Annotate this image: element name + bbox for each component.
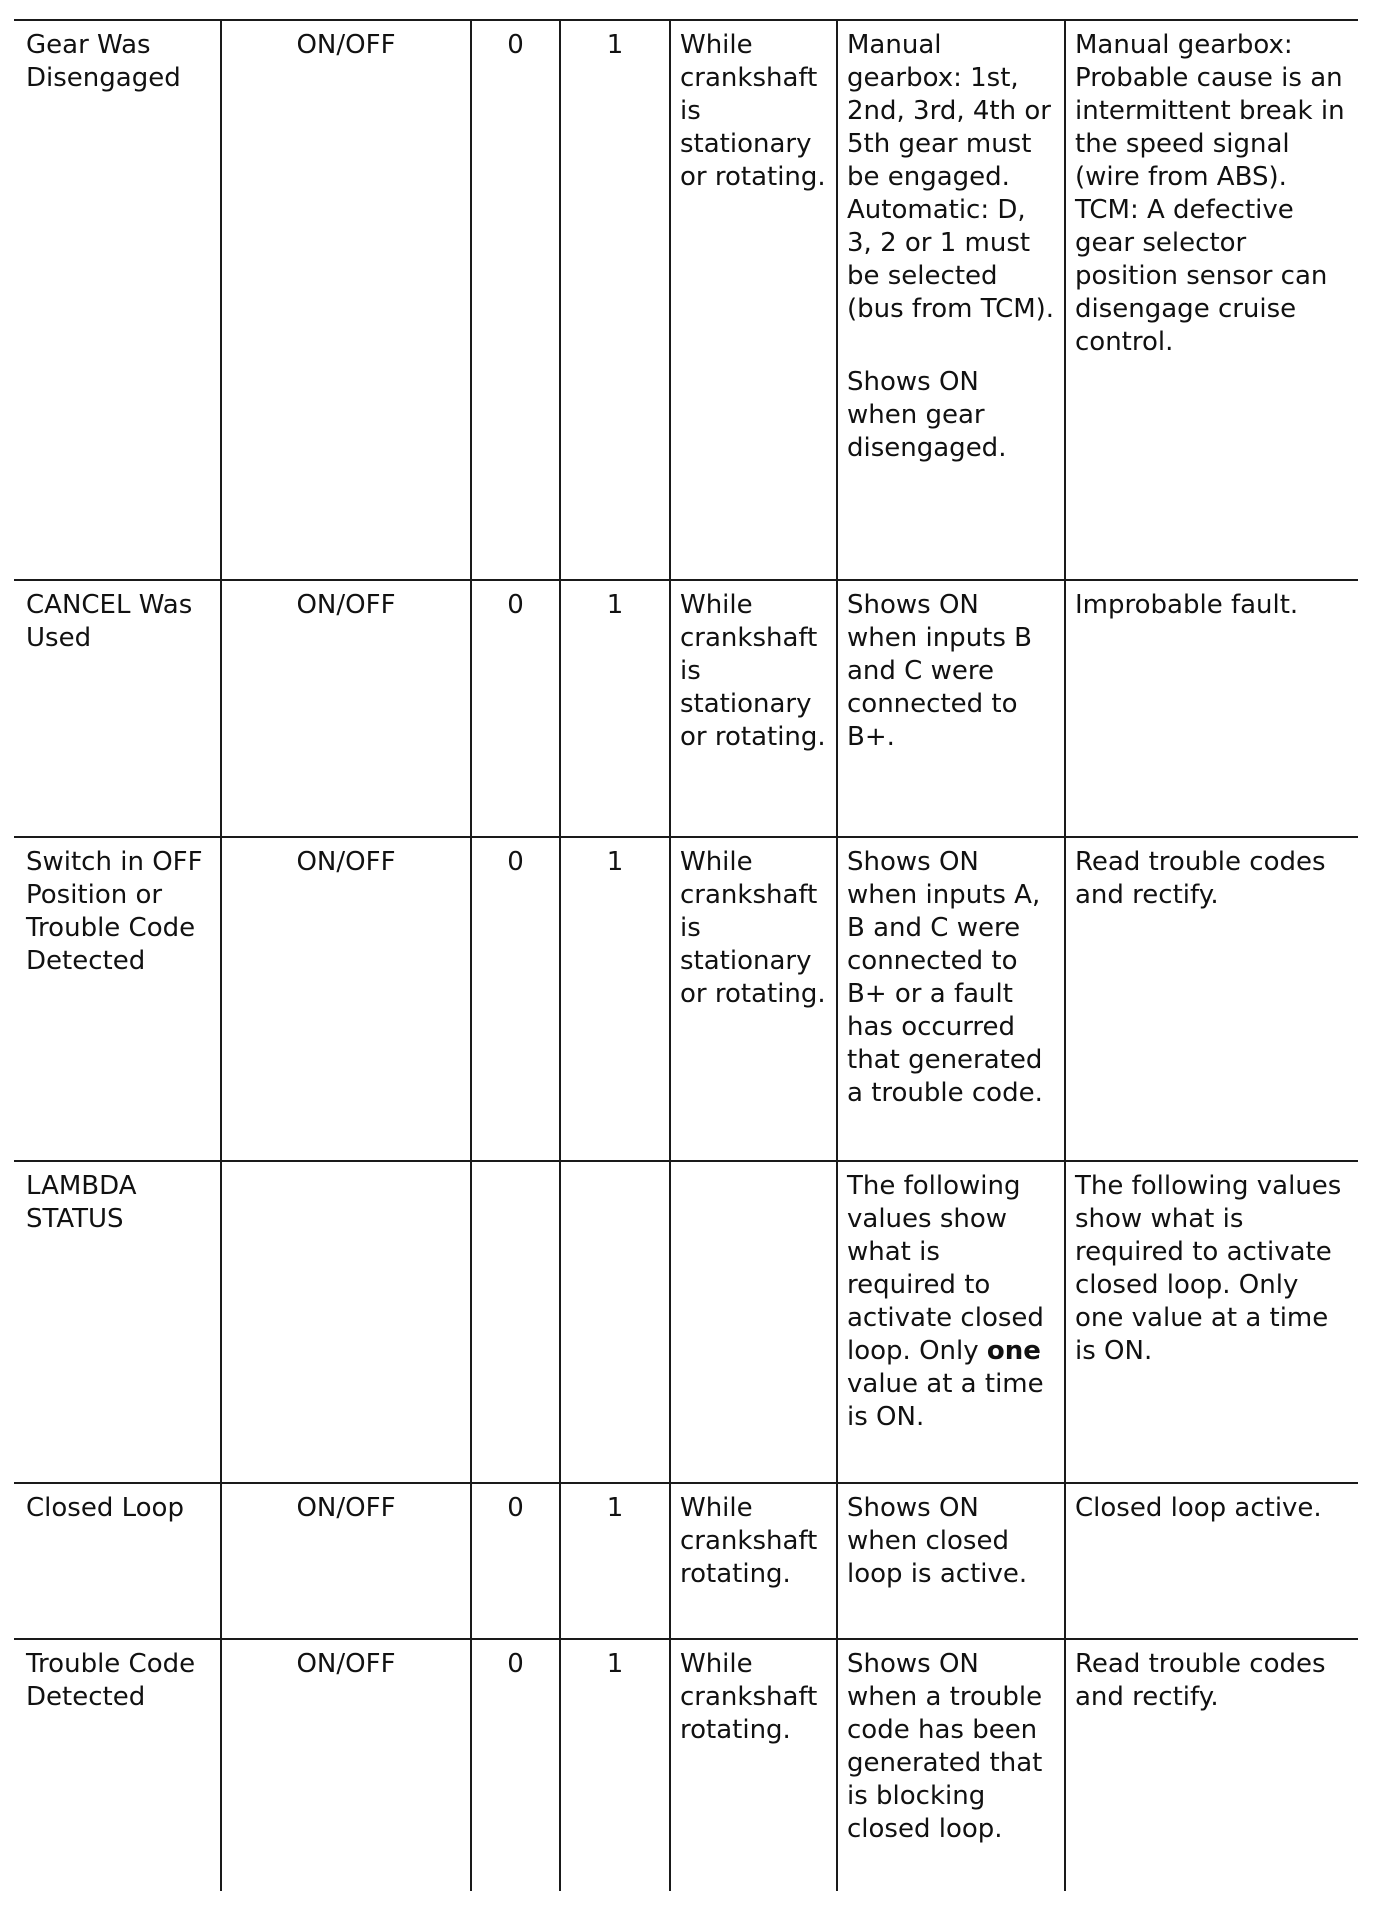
parameter-condition: While crankshaft is stationary or rotating. (670, 580, 837, 837)
parameter-min (471, 1161, 560, 1483)
parameter-description: Shows ON when a trouble code has been generated that is blocking closed loop. (837, 1639, 1065, 1891)
parameter-description: Shows ON when inputs A, B and C were connected to B+ or a fault has occurred that generated a trouble code. (837, 837, 1065, 1161)
table-row (14, 1161, 1358, 1483)
parameter-name: Trouble Code Detected (14, 1639, 221, 1891)
parameter-min: 0 (471, 837, 560, 1161)
parameter-min: 0 (471, 1639, 560, 1891)
parameter-unit: ON/OFF (221, 837, 471, 1161)
parameter-unit: ON/OFF (221, 20, 471, 580)
parameter-max: 1 (560, 20, 670, 580)
description-text-bold: one (986, 1336, 1041, 1366)
parameter-min: 0 (471, 20, 560, 580)
parameter-condition: While crankshaft rotating. (670, 1639, 837, 1891)
parameter-remedy: The following values show what is required to activate closed loop. Only one value at a time is ON. (1065, 1161, 1358, 1483)
parameter-remedy: Read trouble codes and rectify. (1065, 1639, 1358, 1891)
parameter-max: 1 (560, 580, 670, 837)
parameter-max (560, 1161, 670, 1483)
parameter-condition: While crankshaft rotating. (670, 1483, 837, 1639)
parameter-description: Shows ON when inputs B and C were connected to B+. (837, 580, 1065, 837)
parameter-remedy: Manual gearbox: Probable cause is an intermittent break in the speed signal (wire from ABS). TCM: A defective gear selector position sensor can disengage cruise control. (1065, 20, 1358, 580)
parameter-remedy: Improbable fault. (1065, 580, 1358, 837)
parameter-name: LAMBDA STATUS (14, 1161, 221, 1483)
parameter-table (14, 19, 1358, 1891)
parameter-unit: ON/OFF (221, 1483, 471, 1639)
description-note: Shows ON when gear disengaged. (847, 367, 1007, 463)
description-text: Manual gearbox: 1st, 2nd, 3rd, 4th or 5th gear must be engaged. Automatic: D, 3, 2 or 1 must be selected (bus from TCM). (847, 30, 1055, 324)
table-row (14, 580, 1358, 837)
parameter-description (837, 20, 1065, 580)
parameter-min: 0 (471, 580, 560, 837)
parameter-unit: ON/OFF (221, 1639, 471, 1891)
parameter-name: Gear Was Disengaged (14, 20, 221, 580)
parameter-unit (221, 1161, 471, 1483)
parameter-max: 1 (560, 1639, 670, 1891)
parameter-unit: ON/OFF (221, 580, 471, 837)
parameter-min: 0 (471, 1483, 560, 1639)
parameter-description (837, 1161, 1065, 1483)
parameter-condition (670, 1161, 837, 1483)
parameter-name: Switch in OFF Position or Trouble Code Detected (14, 837, 221, 1161)
parameter-name: CANCEL Was Used (14, 580, 221, 837)
parameter-max: 1 (560, 837, 670, 1161)
parameter-description: Shows ON when closed loop is active. (837, 1483, 1065, 1639)
parameter-remedy: Read trouble codes and rectify. (1065, 837, 1358, 1161)
description-text-post: value at a time is ON. (847, 1369, 1044, 1432)
parameter-max: 1 (560, 1483, 670, 1639)
table-row (14, 20, 1358, 580)
parameter-condition: While crankshaft is stationary or rotating. (670, 20, 837, 580)
table-row (14, 1639, 1358, 1891)
paragraph-spacer (847, 326, 1055, 366)
description-text-pre: The following values show what is required to activate closed loop. Only (847, 1171, 1044, 1366)
parameter-condition: While crankshaft is stationary or rotating. (670, 837, 837, 1161)
parameter-remedy: Closed loop active. (1065, 1483, 1358, 1639)
parameter-name: Closed Loop (14, 1483, 221, 1639)
table-row (14, 837, 1358, 1161)
table-row (14, 1483, 1358, 1639)
